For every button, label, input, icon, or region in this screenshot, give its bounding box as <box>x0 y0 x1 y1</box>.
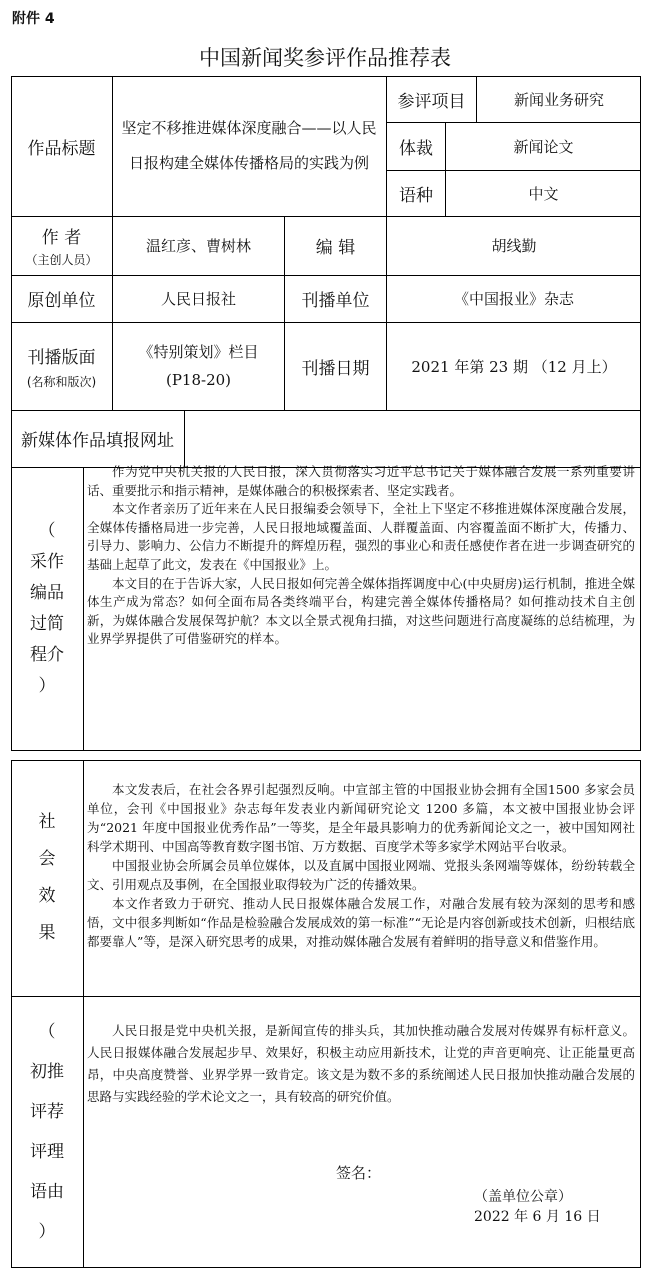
paragraph: 本文发表后，在社会各界引起强烈反响。中宣部主管的中国报业协会拥有全国1500 多家会员单位，会刊《中国报业》杂志每年发表业内新闻研究论文 1200 多篇，本文被中国报业协会评为“2021 年度中国报业优秀作品”一等奖，是全年最具影响力的优秀新闻论文之一，被中国知网社科学术期刊、中国高等教育数字图书馆、万方数据、百度学术等多家学术网站平台收录。 <box>87 782 635 854</box>
paragraph: 本文作者致力于研究、推动人民日报媒体融合发展工作，对融合发展有较为深刻的思考和感悟，文中很多判断如“作品是检验融合发展成效的第一标准”“无论是内容创新或技术创新，归根结底都要靠人”等，是深入研究思考的成果，对推动媒体融合发展有着鲜明的指导意义和借鉴作用。 <box>87 896 635 949</box>
paragraph: 人民日报是党中央机关报，是新闻宣传的排头兵，其加快推动融合发展对传媒界有标杆意义。人民日报媒体融合发展起步早、效果好，积极主动应用新技术，让党的声音更响亮、让正能量更高昂，中央高度赞誉、业界学界一致肯定。该文是为数不多的系统阐述人民日报加快推动融合发展的思路与实践经验的学术论文之一，具有较高的研究价值。 <box>87 1023 635 1104</box>
editor-value: 胡线勤 <box>491 237 537 255</box>
page-title: 中国新闻奖参评作品推荐表 <box>199 46 451 70</box>
reason-label <box>11 996 83 1268</box>
label-char: 果 <box>38 923 56 943</box>
label-char: 评理 <box>30 1142 64 1162</box>
label-char: 社 <box>38 812 56 832</box>
sign-label: 签名： <box>336 1164 382 1182</box>
label-char: 编品 <box>30 583 64 603</box>
label-char: 过简 <box>30 614 64 634</box>
date-value: 2021 年第 23 期 （12 月上） <box>411 357 617 376</box>
work-title-value: 坚定不移推进媒体深度融合——以人民日报构建全媒体传播格局的实践为例 <box>121 119 377 172</box>
language-label: 语种 <box>399 185 433 206</box>
genre-value: 新闻论文 <box>513 137 574 156</box>
origin-value: 人民日报社 <box>160 290 236 308</box>
label-char: 采作 <box>30 552 64 572</box>
category-label: 参评项目 <box>397 91 466 112</box>
paragraph: 作为党中央机关报的人民日报，深入贯彻落实习近平总书记关于媒体融合发展一系列重要讲话、重要批示和指示精神，是媒体融合的积极探索者、坚定实践者。 <box>87 464 635 498</box>
publisher-label: 刊播单位 <box>301 291 370 311</box>
paragraph: 本文作者亲历了近年来在人民日报编委会领导下，全社上下坚定不移推进媒体深度融合发展，全媒体传播格局进一步完善，人民日报地域覆盖面、人群覆盖面、内容覆盖面不断扩大，传播力、引导力、影响力、公信力不断提升的辉煌历程，强烈的事业心和责任感使作者在进一步调查研究的基础上起草了此文，发表在《中国报业》上。 <box>87 501 635 572</box>
reason-text <box>87 1020 635 1108</box>
label-char: 程介 <box>30 645 64 665</box>
process-text <box>87 463 635 649</box>
seal-label: （盖单位公章） <box>474 1189 572 1205</box>
label-char: （ <box>38 521 56 541</box>
effect-text <box>87 780 635 951</box>
url-label: 新媒体作品填报网址 <box>21 431 174 451</box>
url-value <box>185 410 641 467</box>
process-label <box>11 467 83 751</box>
author-sub-label: （主创人员） <box>25 253 98 267</box>
page-sub-label: (名称和版次) <box>26 374 97 389</box>
label-char: ） <box>38 676 56 696</box>
page-value-line1: 《特别策划》栏目 <box>138 343 259 361</box>
publisher-value: 《中国报业》杂志 <box>453 290 574 308</box>
page-label: 刊播版面 <box>27 347 96 368</box>
label-char: 会 <box>38 849 56 869</box>
label-char: （ <box>38 1022 56 1042</box>
page-label-cell <box>11 322 112 410</box>
label-char: ） <box>38 1222 56 1242</box>
date-label: 刊播日期 <box>301 358 370 379</box>
author-label: 作 者 <box>41 228 82 248</box>
label-char: 语由 <box>30 1182 64 1202</box>
reason-date: 2022 年 6 月 16 日 <box>474 1209 601 1225</box>
page-value-line2: (P18-20) <box>165 371 232 389</box>
genre-label: 体裁 <box>399 138 433 159</box>
effect-label <box>11 760 83 996</box>
author-label-cell <box>11 216 112 275</box>
label-char: 初推 <box>30 1062 64 1082</box>
work-title-label: 作品标题 <box>27 138 96 159</box>
paragraph: 中国报业协会所属会员单位媒体，以及直属中国报业网端、党报头条网端等媒体，纷纷转载全文、引用观点及事例，在全国报业取得较为广泛的传播效果。 <box>87 858 635 892</box>
language-value: 中文 <box>528 184 559 203</box>
editor-label: 编 辑 <box>315 238 356 258</box>
category-value: 新闻业务研究 <box>513 90 604 109</box>
paragraph: 本文目的在于告诉大家，人民日报如何完善全媒体指挥调度中心(中央厨房)运行机制，推进全媒体生产成为常态？如何全面布局各类终端平台，构建完善全媒体传播格局？如何推动技术自主创新，为媒体融合发展保驾护航？本文以全景式视角扫描，对这些问题进行高度凝练的总结梳理，为业界学界提供了可借鉴研究的样本。 <box>87 575 635 647</box>
label-char: 效 <box>38 886 56 906</box>
page-value <box>113 322 284 410</box>
authors-value: 温红彦、曹树林 <box>145 237 251 255</box>
attachment-label: 附件 4 <box>12 11 55 27</box>
label-char: 评荐 <box>30 1102 64 1122</box>
origin-label: 原创单位 <box>27 291 96 311</box>
